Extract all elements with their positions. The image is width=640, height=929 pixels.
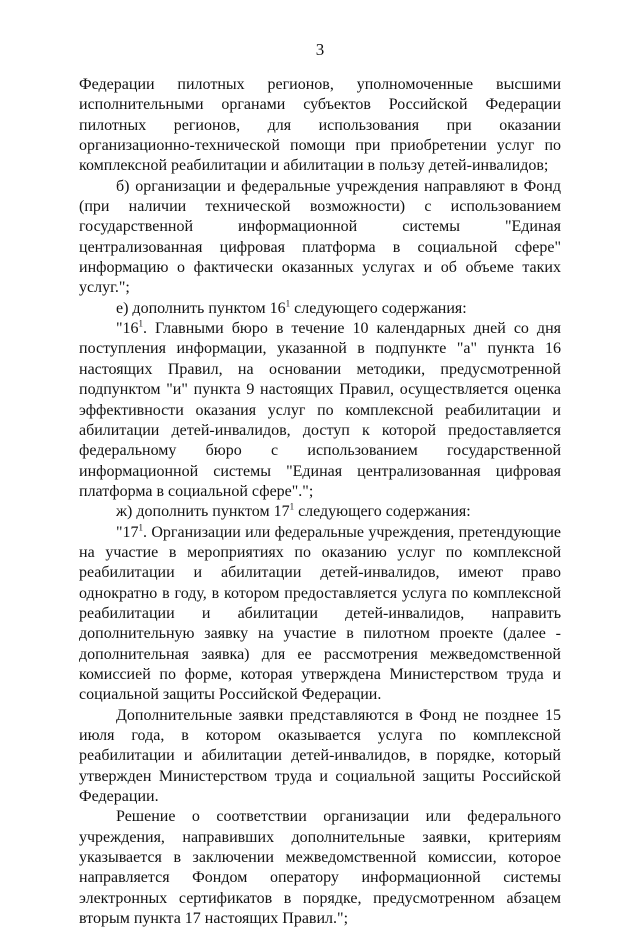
paragraph-5-text: ж) дополнить пунктом 17 [116, 503, 290, 521]
paragraph-4-text-after: . Главными бюро в течение 10 календарных дней со дня поступления информации, указанной в подпункте "а" пункта 16 настоящих Правил, на основании методики, предусмотренной подпунктом "и" пункта 9 настоящих Правил, осуществляется оценка эффективности оказания услуг по комплексной реабилитации и абилитации детей-инвалидов, доступ к которой предоставляется федеральному бюро с использованием государственной информационной системы "Единая централизованная цифровая платформа в социальной сфере"."; [79, 320, 561, 500]
superscript: 1 [138, 522, 144, 533]
paragraph-3 [79, 299, 561, 319]
paragraph-5 [79, 502, 561, 522]
paragraph-7: Дополнительные заявки представляются в Фонд не позднее 15 июля года, в котором оказывается услуга по комплексной реабилитации и абилитации детей-инвалидов, в порядке, который утвержден Министерством труда и социальной защиты Российской Федерации. [79, 706, 561, 806]
paragraph-5-text-after: следующего содержания: [294, 503, 471, 521]
superscript: 1 [285, 298, 291, 309]
paragraph-3-text: е) дополнить пунктом 16 [116, 299, 286, 317]
paragraph-4-text: "16 [116, 320, 139, 338]
superscript: 1 [138, 318, 144, 329]
paragraph-8: Решение о соответствии организации или федерального учреждения, направивших дополнительные заявки, критериям указывается в заключении межведомственной комиссии, которое направляется Фондом оператору информационной системы электронных сертификатов в порядке, предусмотренном абзацем вторым пункта 17 настоящих Правил."; [79, 808, 561, 928]
paragraph-2: б) организации и федеральные учреждения направляют в Фонд (при наличии технической возможности) с использованием государственной информационной системы "Единая централизованная цифровая платформа в социальной сфере" информацию о фактически оказанных услугах и об объеме таких услуг."; [79, 177, 561, 297]
superscript: 1 [289, 501, 295, 512]
paragraph-6-text: "17 [116, 523, 139, 541]
paragraph-1: Федерации пилотных регионов, уполномоченные высшими исполнительными органами субъектов Российской Федерации пилотных регионов, для использования при оказании организационно-технической помощи при приобретении услуг по комплексной реабилитации и абилитации в пользу детей-инвалидов; [79, 76, 561, 175]
paragraph-4 [79, 319, 561, 502]
paragraph-3-text-after: следующего содержания: [290, 299, 467, 317]
page-number: 3 [315, 40, 325, 59]
paragraph-6 [79, 523, 561, 706]
paragraph-6-text-after: . Организации или федеральные учреждения, претендующие на участие в мероприятиях по оказанию услуг по комплексной реабилитации и абилитации детей-инвалидов, имеют право однократно в году, в котором предоставляется услуга по комплексной реабилитации и абилитации детей-инвалидов, направить дополнительную заявку на участие в пилотном проекте (далее - дополнительная заявка) для ее рассмотрения межведомственной комиссией по форме, которая утверждена Министерством труда и социальной защиты Российской Федерации. [79, 523, 561, 704]
document-body [79, 75, 561, 929]
